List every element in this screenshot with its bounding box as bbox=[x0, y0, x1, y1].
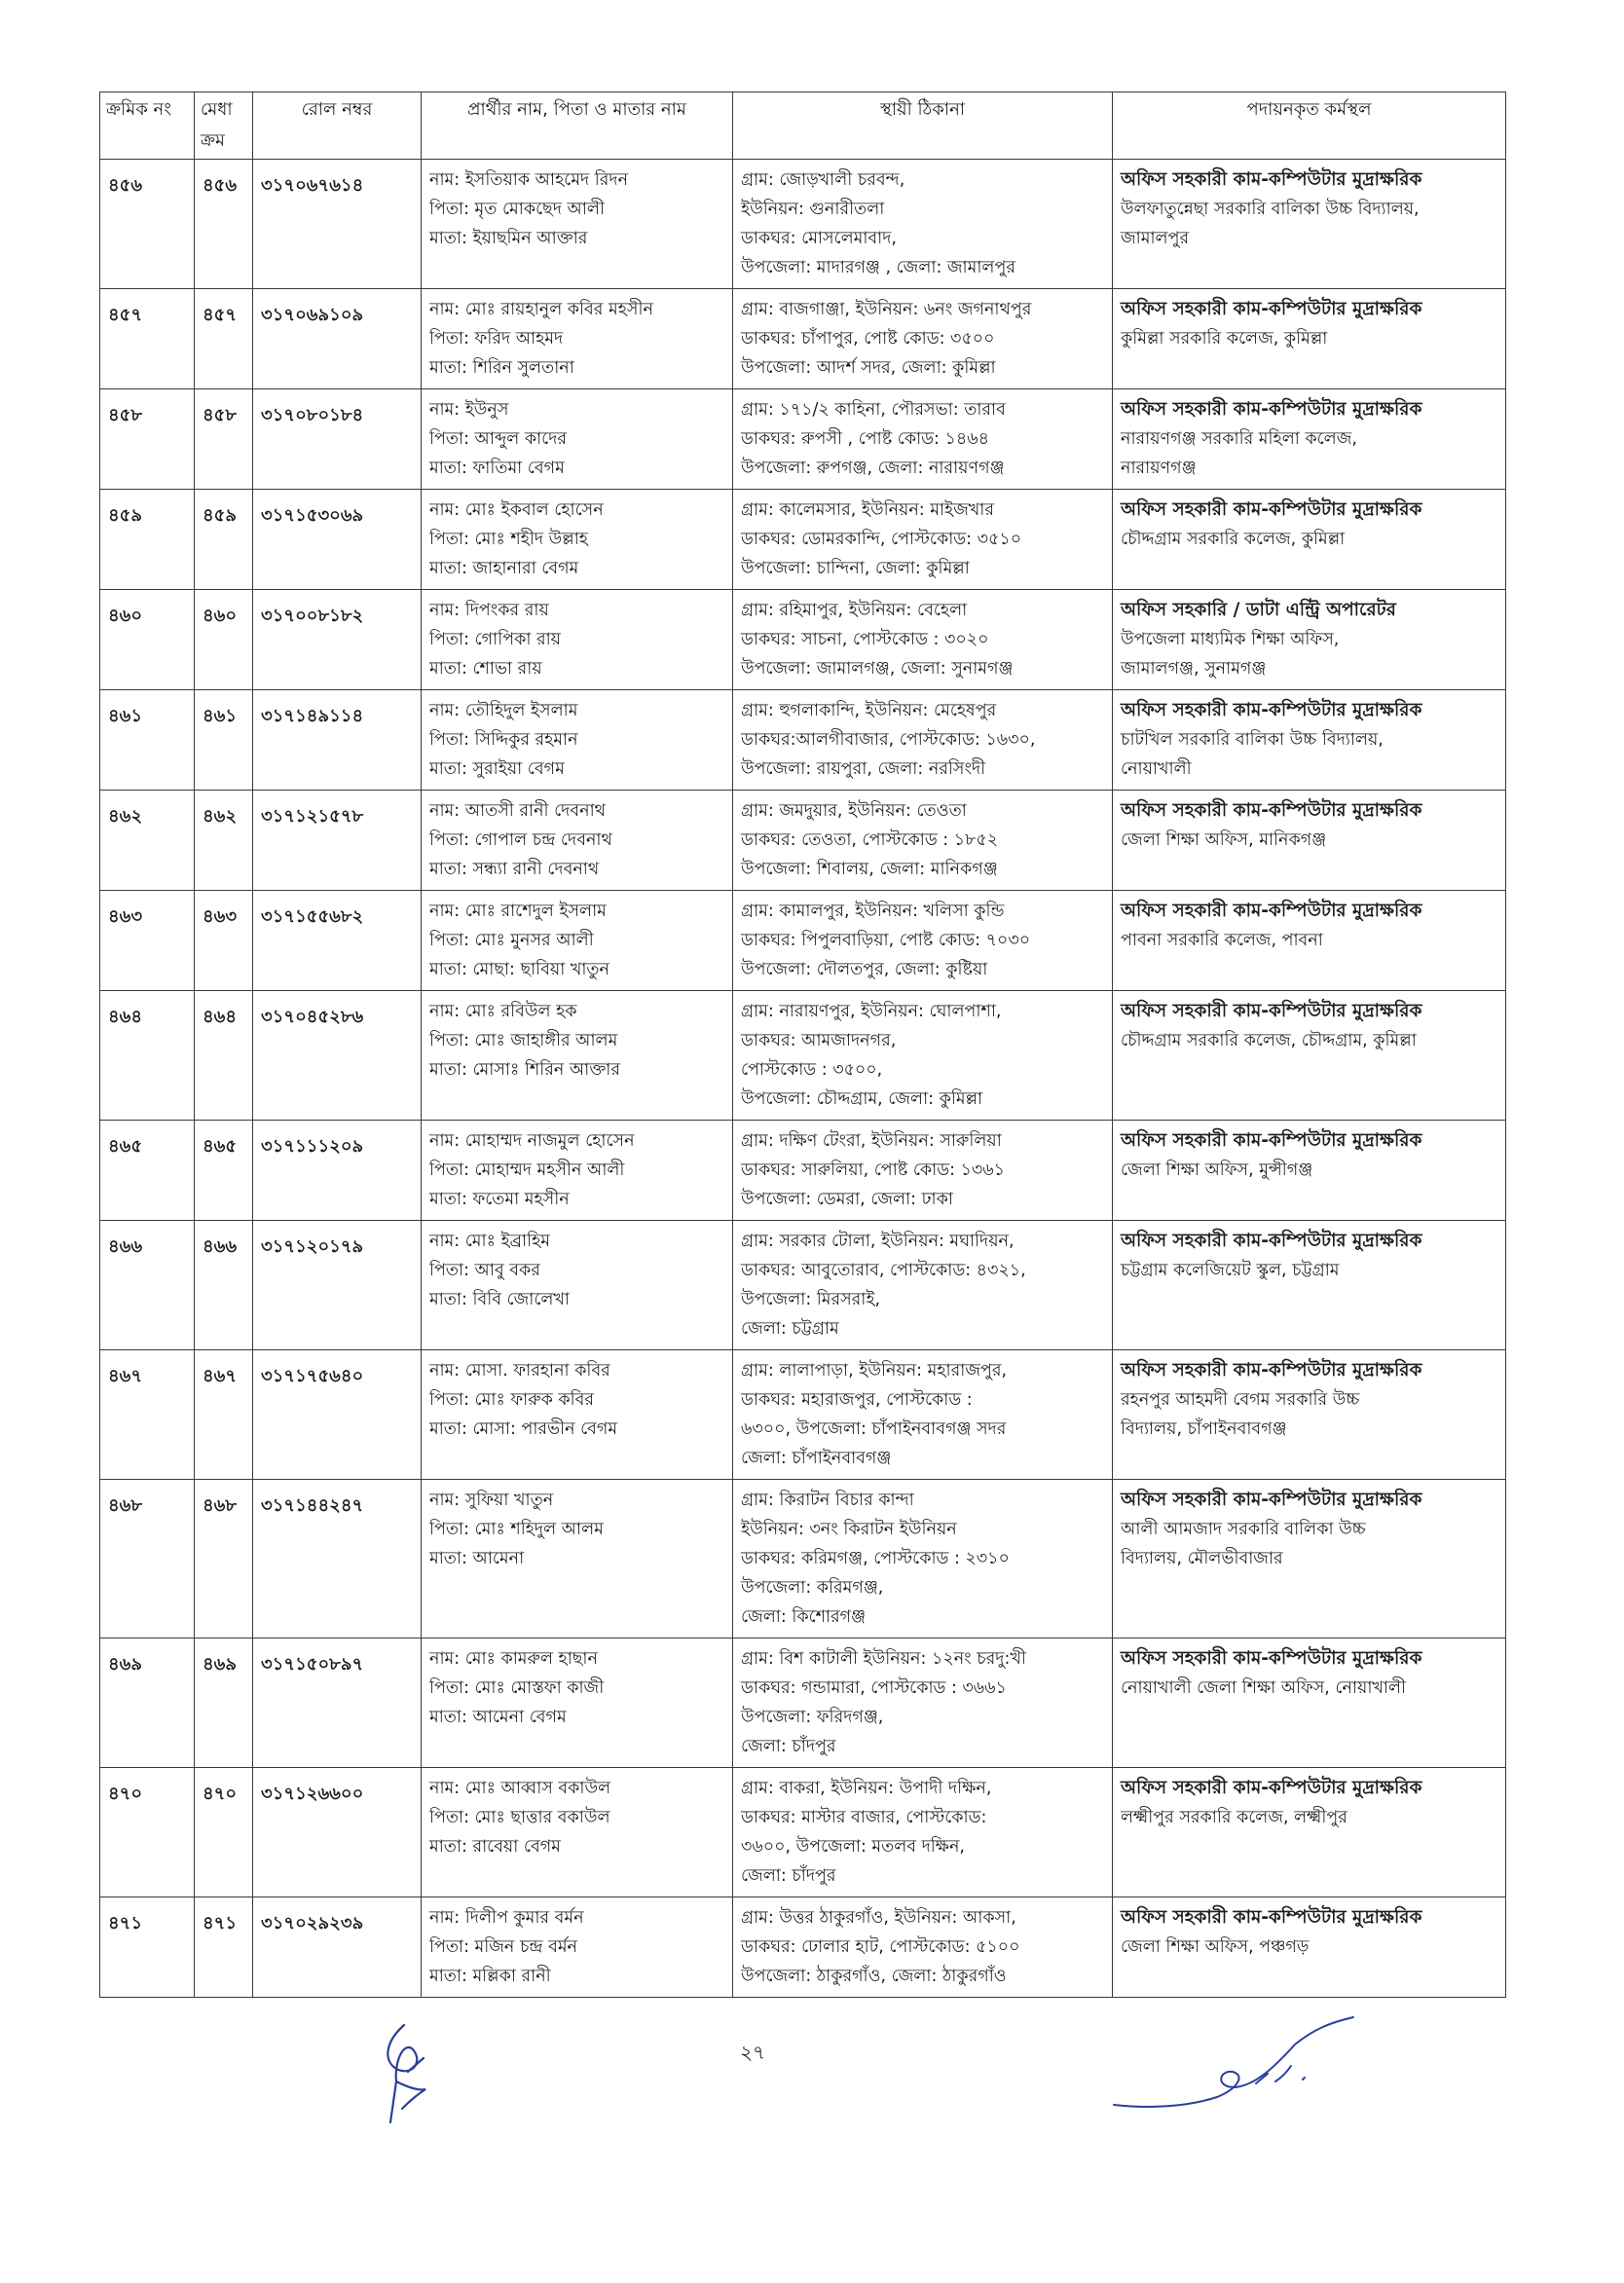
header-names: প্রার্থীর নাম, পিতা ও মাতার নাম bbox=[422, 92, 733, 160]
father-name: পিতা: মজিন চন্দ্র বর্মন bbox=[429, 1937, 578, 1957]
names-cell bbox=[422, 791, 733, 891]
candidate-name: নাম: মোঃ রাশেদুল ইসলাম bbox=[429, 902, 607, 921]
post-title: অফিস সহকারী কাম-কম্পিউটার মুদ্রাক্ষরিক bbox=[1121, 800, 1422, 821]
table-row bbox=[100, 891, 1506, 991]
serial-cell: ৪৬৫ bbox=[100, 1121, 195, 1221]
serial-cell: ৪৬৩ bbox=[100, 891, 195, 991]
mother-name: মাতা: বিবি জোলেখা bbox=[429, 1290, 570, 1309]
mother-name: মাতা: আমেনা বেগম bbox=[429, 1708, 567, 1727]
candidate-name: নাম: মোসা. ফারহানা কবির bbox=[429, 1361, 610, 1381]
mother-name: মাতা: মোছা: ছাবিয়া খাতুন bbox=[429, 960, 610, 979]
table-header-row bbox=[100, 92, 1506, 160]
table-row bbox=[100, 1768, 1506, 1897]
posting-cell bbox=[1113, 289, 1506, 389]
merit-cell: ৪৬২ bbox=[195, 791, 253, 891]
address-line: উপজেলা: করিমগঞ্জ, bbox=[741, 1578, 884, 1598]
posting-cell bbox=[1113, 891, 1506, 991]
mother-name: মাতা: ইয়াছমিন আক্তার bbox=[429, 229, 588, 248]
address-line: ৩৬০০, উপজেলা: মতলব দক্ষিন, bbox=[741, 1837, 965, 1857]
address-cell bbox=[733, 289, 1113, 389]
address-cell bbox=[733, 1121, 1113, 1221]
candidate-name: নাম: আতসী রানী দেবনাথ bbox=[429, 801, 606, 821]
mother-name: মাতা: ফাতিমা বেগম bbox=[429, 459, 565, 478]
candidate-name: নাম: সুফিয়া খাতুন bbox=[429, 1491, 554, 1510]
father-name: পিতা: মোহাম্মদ মহসীন আলী bbox=[429, 1160, 625, 1180]
address-line: উপজেলা: শিবালয়, জেলা: মানিকগঞ্জ bbox=[741, 860, 998, 879]
mother-name: মাতা: আমেনা bbox=[429, 1549, 525, 1568]
table-row bbox=[100, 991, 1506, 1121]
posting-cell bbox=[1113, 1350, 1506, 1480]
serial-cell: ৪৫৬ bbox=[100, 160, 195, 289]
posting-cell bbox=[1113, 1639, 1506, 1768]
names-cell bbox=[422, 1768, 733, 1897]
post-place-line: বিদ্যালয়, মৌলভীবাজার bbox=[1121, 1549, 1283, 1568]
post-title: অফিস সহকারী কাম-কম্পিউটার মুদ্রাক্ষরিক bbox=[1121, 1231, 1422, 1251]
address-line: উপজেলা: রুপগঞ্জ, জেলা: নারায়ণগঞ্জ bbox=[741, 459, 1005, 478]
father-name: পিতা: মোঃ ফারুক কবির bbox=[429, 1390, 595, 1410]
candidate-name: নাম: মোঃ আব্বাস বকাউল bbox=[429, 1779, 611, 1798]
address-line: জেলা: চট্টগ্রাম bbox=[741, 1319, 839, 1339]
merit-cell: ৪৫৯ bbox=[195, 490, 253, 590]
table-row bbox=[100, 160, 1506, 289]
serial-cell: ৪৫৯ bbox=[100, 490, 195, 590]
post-place-line: চট্টগ্রাম কলেজিয়েট স্কুল, চট্টগ্রাম bbox=[1121, 1261, 1340, 1280]
candidate-name: নাম: ইসতিয়াক আহমেদ রিদন bbox=[429, 170, 629, 190]
address-line: ডাকঘর: মহারাজপুর, পোস্টকোড : bbox=[741, 1390, 973, 1410]
candidate-name: নাম: মোঃ রবিউল হক bbox=[429, 1002, 577, 1021]
posting-cell bbox=[1113, 1221, 1506, 1350]
roll-cell: ৩১৭১৫৩০৬৯ bbox=[253, 490, 422, 590]
address-line: ডাকঘর: চাঁপাপুর, পোষ্ট কোড: ৩৫০০ bbox=[741, 329, 995, 349]
merit-cell: ৪৬৭ bbox=[195, 1350, 253, 1480]
post-title: অফিস সহকারী কাম-কম্পিউটার মুদ্রাক্ষরিক bbox=[1121, 299, 1422, 319]
address-line: উপজেলা: চান্দিনা, জেলা: কুমিল্লা bbox=[741, 559, 970, 578]
posting-cell bbox=[1113, 490, 1506, 590]
serial-cell: ৪৬৭ bbox=[100, 1350, 195, 1480]
address-line: উপজেলা: ফরিদগঞ্জ, bbox=[741, 1708, 884, 1727]
names-cell bbox=[422, 1639, 733, 1768]
post-place-line: জেলা শিক্ষা অফিস, মুন্সীগঞ্জ bbox=[1121, 1160, 1313, 1180]
serial-cell: ৪৫৭ bbox=[100, 289, 195, 389]
post-place-line: লক্ষ্মীপুর সরকারি কলেজ, লক্ষ্মীপুর bbox=[1121, 1808, 1347, 1827]
posting-cell bbox=[1113, 1768, 1506, 1897]
address-line: ডাকঘর: পিপুলবাড়িয়া, পোষ্ট কোড: ৭০৩০ bbox=[741, 931, 1031, 950]
names-cell bbox=[422, 991, 733, 1121]
post-title: অফিস সহকারী কাম-কম্পিউটার মুদ্রাক্ষরিক bbox=[1121, 1130, 1422, 1151]
address-line: ডাকঘর: মাস্টার বাজার, পোস্টকোড: bbox=[741, 1808, 987, 1827]
header-posting: পদায়নকৃত কর্মস্থল bbox=[1113, 92, 1506, 160]
candidate-name: নাম: দিলীপ কুমার বর্মন bbox=[429, 1908, 584, 1928]
merit-cell: ৪৫৬ bbox=[195, 160, 253, 289]
roll-cell: ৩১৭০৬৭৬১৪ bbox=[253, 160, 422, 289]
posting-cell bbox=[1113, 160, 1506, 289]
merit-cell: ৪৭১ bbox=[195, 1897, 253, 1998]
serial-cell: ৪৬১ bbox=[100, 690, 195, 791]
mother-name: মাতা: জাহানারা বেগম bbox=[429, 559, 579, 578]
father-name: পিতা: গোপাল চন্দ্র দেবনাথ bbox=[429, 830, 612, 850]
address-line: ডাকঘর: করিমগঞ্জ, পোস্টকোড : ২৩১০ bbox=[741, 1549, 1010, 1568]
father-name: পিতা: গোপিকা রায় bbox=[429, 630, 561, 649]
post-place-line: চাটখিল সরকারি বালিকা উচ্চ বিদ্যালয়, bbox=[1121, 730, 1384, 750]
address-line: ডাকঘর: গন্ডামারা, পোস্টকোড : ৩৬৬১ bbox=[741, 1678, 1007, 1698]
mother-name: মাতা: মোসা: পারভীন বেগম bbox=[429, 1419, 618, 1439]
father-name: পিতা: মৃত মোকছেদ আলী bbox=[429, 200, 605, 219]
roll-cell: ৩১৭১৫৫৬৮২ bbox=[253, 891, 422, 991]
table-row bbox=[100, 1350, 1506, 1480]
address-line: গ্রাম: রহিমাপুর, ইউনিয়ন: বেহেলা bbox=[741, 601, 968, 620]
serial-cell: ৪৭১ bbox=[100, 1897, 195, 1998]
serial-cell: ৪৬৬ bbox=[100, 1221, 195, 1350]
merit-cell: ৪৬৫ bbox=[195, 1121, 253, 1221]
post-title: অফিস সহকারী কাম-কম্পিউটার মুদ্রাক্ষরিক bbox=[1121, 1490, 1422, 1510]
post-place-line: রহনপুর আহমদী বেগম সরকারি উচ্চ bbox=[1121, 1390, 1360, 1410]
post-place-line: উপজেলা মাধ্যমিক শিক্ষা অফিস, bbox=[1121, 630, 1340, 649]
roll-cell: ৩১৭০০৮১৮২ bbox=[253, 590, 422, 690]
names-cell bbox=[422, 690, 733, 791]
post-place-line: নারায়ণগঞ্জ সরকারি মহিলা কলেজ, bbox=[1121, 429, 1357, 449]
address-line: জেলা: চাঁদপুর bbox=[741, 1737, 836, 1756]
names-cell bbox=[422, 1121, 733, 1221]
post-title: অফিস সহকারী কাম-কম্পিউটার মুদ্রাক্ষরিক bbox=[1121, 700, 1422, 720]
names-cell bbox=[422, 1897, 733, 1998]
names-cell bbox=[422, 590, 733, 690]
table-row bbox=[100, 590, 1506, 690]
posting-cell bbox=[1113, 389, 1506, 490]
roll-cell: ৩১৭০২৯২৩৯ bbox=[253, 1897, 422, 1998]
post-title: অফিস সহকারী কাম-কম্পিউটার মুদ্রাক্ষরিক bbox=[1121, 169, 1422, 190]
post-place-line: জামালগঞ্জ, সুনামগঞ্জ bbox=[1121, 659, 1267, 679]
post-title: অফিস সহকারী কাম-কম্পিউটার মুদ্রাক্ষরিক bbox=[1121, 1648, 1422, 1669]
address-line: ইউনিয়ন: গুনারীতলা bbox=[741, 200, 885, 219]
serial-cell: ৪৬৯ bbox=[100, 1639, 195, 1768]
post-title: অফিস সহকারী কাম-কম্পিউটার মুদ্রাক্ষরিক bbox=[1121, 1001, 1422, 1021]
address-line: উপজেলা: দৌলতপুর, জেলা: কুষ্টিয়া bbox=[741, 960, 988, 979]
appointment-table bbox=[99, 92, 1506, 1998]
merit-cell: ৪৫৭ bbox=[195, 289, 253, 389]
posting-cell bbox=[1113, 1897, 1506, 1998]
address-line: উপজেলা: চৌদ্দগ্রাম, জেলা: কুমিল্লা bbox=[741, 1089, 983, 1109]
post-title: অফিস সহকারী কাম-কম্পিউটার মুদ্রাক্ষরিক bbox=[1121, 1778, 1422, 1798]
address-line: ডাকঘর: তেওতা, পোস্টকোড : ১৮৫২ bbox=[741, 830, 999, 850]
roll-cell: ৩১৭১৪৯১১৪ bbox=[253, 690, 422, 791]
post-place-line: নারায়ণগঞ্জ bbox=[1121, 459, 1197, 478]
address-cell bbox=[733, 590, 1113, 690]
address-cell bbox=[733, 791, 1113, 891]
roll-cell: ৩১৭১২০১৭৯ bbox=[253, 1221, 422, 1350]
address-line: গ্রাম: হুগলাকান্দি, ইউনিয়ন: মেহেষপুর bbox=[741, 701, 997, 720]
address-line: গ্রাম: সরকার টোলা, ইউনিয়ন: মঘাদিয়ন, bbox=[741, 1232, 1015, 1251]
roll-cell: ৩১৭০৮০১৮৪ bbox=[253, 389, 422, 490]
names-cell bbox=[422, 490, 733, 590]
names-cell bbox=[422, 160, 733, 289]
merit-cell: ৪৬১ bbox=[195, 690, 253, 791]
table-row bbox=[100, 1639, 1506, 1768]
posting-cell bbox=[1113, 1121, 1506, 1221]
merit-cell: ৪৭০ bbox=[195, 1768, 253, 1897]
post-place-line: চৌদ্দগ্রাম সরকারি কলেজ, চৌদ্দগ্রাম, কুমিল্লা bbox=[1121, 1031, 1417, 1050]
address-line: জেলা: চাঁপাইনবাবগঞ্জ bbox=[741, 1449, 892, 1468]
candidate-name: নাম: মোঃ রায়হানুল কবির মহসীন bbox=[429, 300, 653, 319]
table-row bbox=[100, 1480, 1506, 1639]
post-place-line: উলফাতুন্নেছা সরকারি বালিকা উচ্চ বিদ্যালয়, bbox=[1121, 200, 1420, 219]
address-line: গ্রাম: নারায়ণপুর, ইউনিয়ন: ঘোলপাশা, bbox=[741, 1002, 1002, 1021]
father-name: পিতা: মোঃ মুনসর আলী bbox=[429, 931, 594, 950]
post-title: অফিস সহকারী কাম-কম্পিউটার মুদ্রাক্ষরিক bbox=[1121, 399, 1422, 420]
roll-cell: ৩১৭১২১৫৭৮ bbox=[253, 791, 422, 891]
address-line: গ্রাম: উত্তর ঠাকুরগাঁও, ইউনিয়ন: আকসা, bbox=[741, 1908, 1016, 1928]
address-line: উপজেলা: মিরসরাই, bbox=[741, 1290, 881, 1309]
candidate-name: নাম: মোঃ ইকবাল হোসেন bbox=[429, 500, 604, 520]
address-line: উপজেলা: ডেমরা, জেলা: ঢাকা bbox=[741, 1190, 953, 1209]
serial-cell: ৪৬৮ bbox=[100, 1480, 195, 1639]
post-place-line: নোয়াখালী bbox=[1121, 759, 1192, 779]
father-name: পিতা: মোঃ শহিদুল আলম bbox=[429, 1520, 604, 1539]
candidate-name: নাম: ইউনুস bbox=[429, 400, 509, 420]
address-line: গ্রাম: কালেমসার, ইউনিয়ন: মাইজখার bbox=[741, 500, 994, 520]
father-name: পিতা: সিদ্দিকুর রহমান bbox=[429, 730, 578, 750]
address-cell bbox=[733, 1639, 1113, 1768]
merit-cell: ৪৬৪ bbox=[195, 991, 253, 1121]
address-line: গ্রাম: ১৭১/২ কাহিনা, পৌরসভা: তারাব bbox=[741, 400, 1006, 420]
father-name: পিতা: আব্দুল কাদের bbox=[429, 429, 568, 449]
mother-name: মাতা: শোভা রায় bbox=[429, 659, 542, 679]
merit-cell: ৪৬৯ bbox=[195, 1639, 253, 1768]
address-line: উপজেলা: জামালগঞ্জ, জেলা: সুনামগঞ্জ bbox=[741, 659, 1014, 679]
names-cell bbox=[422, 1350, 733, 1480]
post-title: অফিস সহকারী কাম-কম্পিউটার মুদ্রাক্ষরিক bbox=[1121, 1360, 1422, 1381]
post-place-line: কুমিল্লা সরকারি কলেজ, কুমিল্লা bbox=[1121, 329, 1328, 349]
post-title: অফিস সহকারি / ডাটা এন্ট্রি অপারেটর bbox=[1121, 600, 1396, 620]
address-cell bbox=[733, 1768, 1113, 1897]
post-place-line: জামালপুর bbox=[1121, 229, 1190, 248]
address-line: গ্রাম: বিশ কাটালী ইউনিয়ন: ১২নং চরদু:খী bbox=[741, 1649, 1026, 1669]
header-roll: রোল নম্বর bbox=[253, 92, 422, 160]
address-line: গ্রাম: কিরাটন বিচার কান্দা bbox=[741, 1491, 914, 1510]
father-name: পিতা: ফরিদ আহমদ bbox=[429, 329, 564, 349]
post-place-line: নোয়াখালী জেলা শিক্ষা অফিস, নোয়াখালী bbox=[1121, 1678, 1407, 1698]
address-cell bbox=[733, 690, 1113, 791]
post-place-line: পাবনা সরকারি কলেজ, পাবনা bbox=[1121, 931, 1323, 950]
address-line: গ্রাম: লালাপাড়া, ইউনিয়ন: মহারাজপুর, bbox=[741, 1361, 1008, 1381]
roll-cell: ৩১৭১৪৪২৪৭ bbox=[253, 1480, 422, 1639]
results-table-container bbox=[99, 92, 1505, 1998]
address-line: ডাকঘর: সারুলিয়া, পোষ্ট কোড: ১৩৬১ bbox=[741, 1160, 1006, 1180]
roll-cell: ৩১৭১২৬৬০০ bbox=[253, 1768, 422, 1897]
address-line: ৬৩০০, উপজেলা: চাঁপাইনবাবগঞ্জ সদর bbox=[741, 1419, 1007, 1439]
address-cell bbox=[733, 1897, 1113, 1998]
posting-cell bbox=[1113, 590, 1506, 690]
address-line: পোস্টকোড : ৩৫০০, bbox=[741, 1060, 883, 1080]
address-line: গ্রাম: জমদুয়ার, ইউনিয়ন: তেওতা bbox=[741, 801, 967, 821]
address-line: ইউনিয়ন: ৩নং কিরাটন ইউনিয়ন bbox=[741, 1520, 957, 1539]
post-place-line: আলী আমজাদ সরকারি বালিকা উচ্চ bbox=[1121, 1520, 1366, 1539]
address-line: ডাকঘর: ঢোলার হাট, পোস্টকোড: ৫১০০ bbox=[741, 1937, 1020, 1957]
roll-cell: ৩১৭০৪৫২৮৬ bbox=[253, 991, 422, 1121]
mother-name: মাতা: মোসাঃ শিরিন আক্তার bbox=[429, 1060, 620, 1080]
address-line: গ্রাম: বাকরা, ইউনিয়ন: উপাদী দক্ষিন, bbox=[741, 1779, 992, 1798]
merit-cell: ৪৬৩ bbox=[195, 891, 253, 991]
address-line: গ্রাম: বাজগাঞ্জা, ইউনিয়ন: ৬নং জগনাথপুর bbox=[741, 300, 1032, 319]
posting-cell bbox=[1113, 791, 1506, 891]
address-cell bbox=[733, 1480, 1113, 1639]
father-name: পিতা: মোঃ জাহাঙ্গীর আলম bbox=[429, 1031, 618, 1050]
father-name: পিতা: আবু বকর bbox=[429, 1261, 540, 1280]
candidate-name: নাম: মোহাম্মদ নাজমুল হোসেন bbox=[429, 1131, 635, 1151]
address-line: ডাকঘর: রুপসী , পোষ্ট কোড: ১৪৬৪ bbox=[741, 429, 989, 449]
mother-name: মাতা: রাবেয়া বেগম bbox=[429, 1837, 561, 1857]
mother-name: মাতা: ফতেমা মহসীন bbox=[429, 1190, 570, 1209]
table-row bbox=[100, 1121, 1506, 1221]
address-cell bbox=[733, 490, 1113, 590]
header-merit: মেধা ক্রম bbox=[195, 92, 253, 160]
address-line: ডাকঘর: সাচনা, পোস্টকোড : ৩০২০ bbox=[741, 630, 989, 649]
address-line: ডাকঘর: আমজাদনগর, bbox=[741, 1031, 897, 1050]
posting-cell bbox=[1113, 991, 1506, 1121]
names-cell bbox=[422, 289, 733, 389]
father-name: পিতা: মোঃ শহীদ উল্লাহ bbox=[429, 530, 588, 549]
post-title: অফিস সহকারী কাম-কম্পিউটার মুদ্রাক্ষরিক bbox=[1121, 901, 1422, 921]
page-number: ২৭ bbox=[740, 2041, 766, 2064]
signature-left-icon bbox=[375, 2013, 443, 2130]
address-line: উপজেলা: আদর্শ সদর, জেলা: কুমিল্লা bbox=[741, 358, 996, 378]
address-line: গ্রাম: কামালপুর, ইউনিয়ন: খলিসা কুন্ডি bbox=[741, 902, 1005, 921]
address-line: উপজেলা: ঠাকুরগাঁও, জেলা: ঠাকুরগাঁও bbox=[741, 1967, 1007, 1986]
names-cell bbox=[422, 1221, 733, 1350]
address-line: গ্রাম: জোড়খালী চরবন্দ, bbox=[741, 170, 905, 190]
address-line: ডাকঘর: মোসলেমাবাদ, bbox=[741, 229, 897, 248]
table-row bbox=[100, 490, 1506, 590]
names-cell bbox=[422, 1480, 733, 1639]
address-line: ডাকঘর:আলগীবাজার, পোস্টকোড: ১৬৩০, bbox=[741, 730, 1036, 750]
names-cell bbox=[422, 389, 733, 490]
post-title: অফিস সহকারী কাম-কম্পিউটার মুদ্রাক্ষরিক bbox=[1121, 499, 1422, 520]
address-line: উপজেলা: মাদারগঞ্জ , জেলা: জামালপুর bbox=[741, 258, 1015, 277]
header-serial: ক্রমিক নং bbox=[100, 92, 195, 160]
table-row bbox=[100, 791, 1506, 891]
roll-cell: ৩১৭০৬৯১০৯ bbox=[253, 289, 422, 389]
candidate-name: নাম: মোঃ কামরুল হাছান bbox=[429, 1649, 598, 1669]
post-place-line: চৌদ্দগ্রাম সরকারি কলেজ, কুমিল্লা bbox=[1121, 530, 1346, 549]
merit-cell: ৪৬৬ bbox=[195, 1221, 253, 1350]
table-row bbox=[100, 1221, 1506, 1350]
post-place-line: জেলা শিক্ষা অফিস, পঞ্চগড় bbox=[1121, 1937, 1310, 1957]
post-place-line: জেলা শিক্ষা অফিস, মানিকগঞ্জ bbox=[1121, 830, 1327, 850]
table-row bbox=[100, 1897, 1506, 1998]
header-address: স্থায়ী ঠিকানা bbox=[733, 92, 1113, 160]
address-cell bbox=[733, 160, 1113, 289]
address-cell bbox=[733, 891, 1113, 991]
signature-right-icon bbox=[1110, 2015, 1363, 2122]
merit-cell: ৪৬৮ bbox=[195, 1480, 253, 1639]
candidate-name: নাম: দিপংকর রায় bbox=[429, 601, 549, 620]
roll-cell: ৩১৭১১১২০৯ bbox=[253, 1121, 422, 1221]
roll-cell: ৩১৭১৭৫৬৪০ bbox=[253, 1350, 422, 1480]
serial-cell: ৪৬২ bbox=[100, 791, 195, 891]
address-cell bbox=[733, 1221, 1113, 1350]
mother-name: মাতা: মল্লিকা রানী bbox=[429, 1967, 551, 1986]
serial-cell: ৪৬৪ bbox=[100, 991, 195, 1121]
roll-cell: ৩১৭১৫০৮৯৭ bbox=[253, 1639, 422, 1768]
mother-name: মাতা: শিরিন সুলতানা bbox=[429, 358, 574, 378]
address-cell bbox=[733, 1350, 1113, 1480]
names-cell bbox=[422, 891, 733, 991]
mother-name: মাতা: সুরাইয়া বেগম bbox=[429, 759, 565, 779]
address-line: ডাকঘর: ডোমরকান্দি, পোস্টকোড: ৩৫১০ bbox=[741, 530, 1022, 549]
serial-cell: ৪৭০ bbox=[100, 1768, 195, 1897]
address-line: জেলা: চাঁদপুর bbox=[741, 1866, 836, 1886]
address-line: উপজেলা: রায়পুরা, জেলা: নরসিংদী bbox=[741, 759, 986, 779]
post-place-line: বিদ্যালয়, চাঁপাইনবাবগঞ্জ bbox=[1121, 1419, 1287, 1439]
serial-cell: ৪৬০ bbox=[100, 590, 195, 690]
address-cell bbox=[733, 389, 1113, 490]
father-name: পিতা: মোঃ ছাত্তার বকাউল bbox=[429, 1808, 610, 1827]
address-cell bbox=[733, 991, 1113, 1121]
serial-cell: ৪৫৮ bbox=[100, 389, 195, 490]
address-line: জেলা: কিশোরগঞ্জ bbox=[741, 1607, 867, 1627]
table-row bbox=[100, 289, 1506, 389]
merit-cell: ৪৫৮ bbox=[195, 389, 253, 490]
posting-cell bbox=[1113, 1480, 1506, 1639]
posting-cell bbox=[1113, 690, 1506, 791]
table-body bbox=[100, 160, 1506, 1998]
address-line: ডাকঘর: আবুতোরাব, পোস্টকোড: ৪৩২১, bbox=[741, 1261, 1026, 1280]
candidate-name: নাম: তৌহিদুল ইসলাম bbox=[429, 701, 578, 720]
address-line: গ্রাম: দক্ষিণ টেংরা, ইউনিয়ন: সারুলিয়া bbox=[741, 1131, 1002, 1151]
merit-cell: ৪৬০ bbox=[195, 590, 253, 690]
candidate-name: নাম: মোঃ ইব্রাহিম bbox=[429, 1232, 551, 1251]
father-name: পিতা: মোঃ মোস্তফা কাজী bbox=[429, 1678, 605, 1698]
post-title: অফিস সহকারী কাম-কম্পিউটার মুদ্রাক্ষরিক bbox=[1121, 1907, 1422, 1928]
mother-name: মাতা: সন্ধ্যা রানী দেবনাথ bbox=[429, 860, 600, 879]
table-row bbox=[100, 690, 1506, 791]
table-row bbox=[100, 389, 1506, 490]
